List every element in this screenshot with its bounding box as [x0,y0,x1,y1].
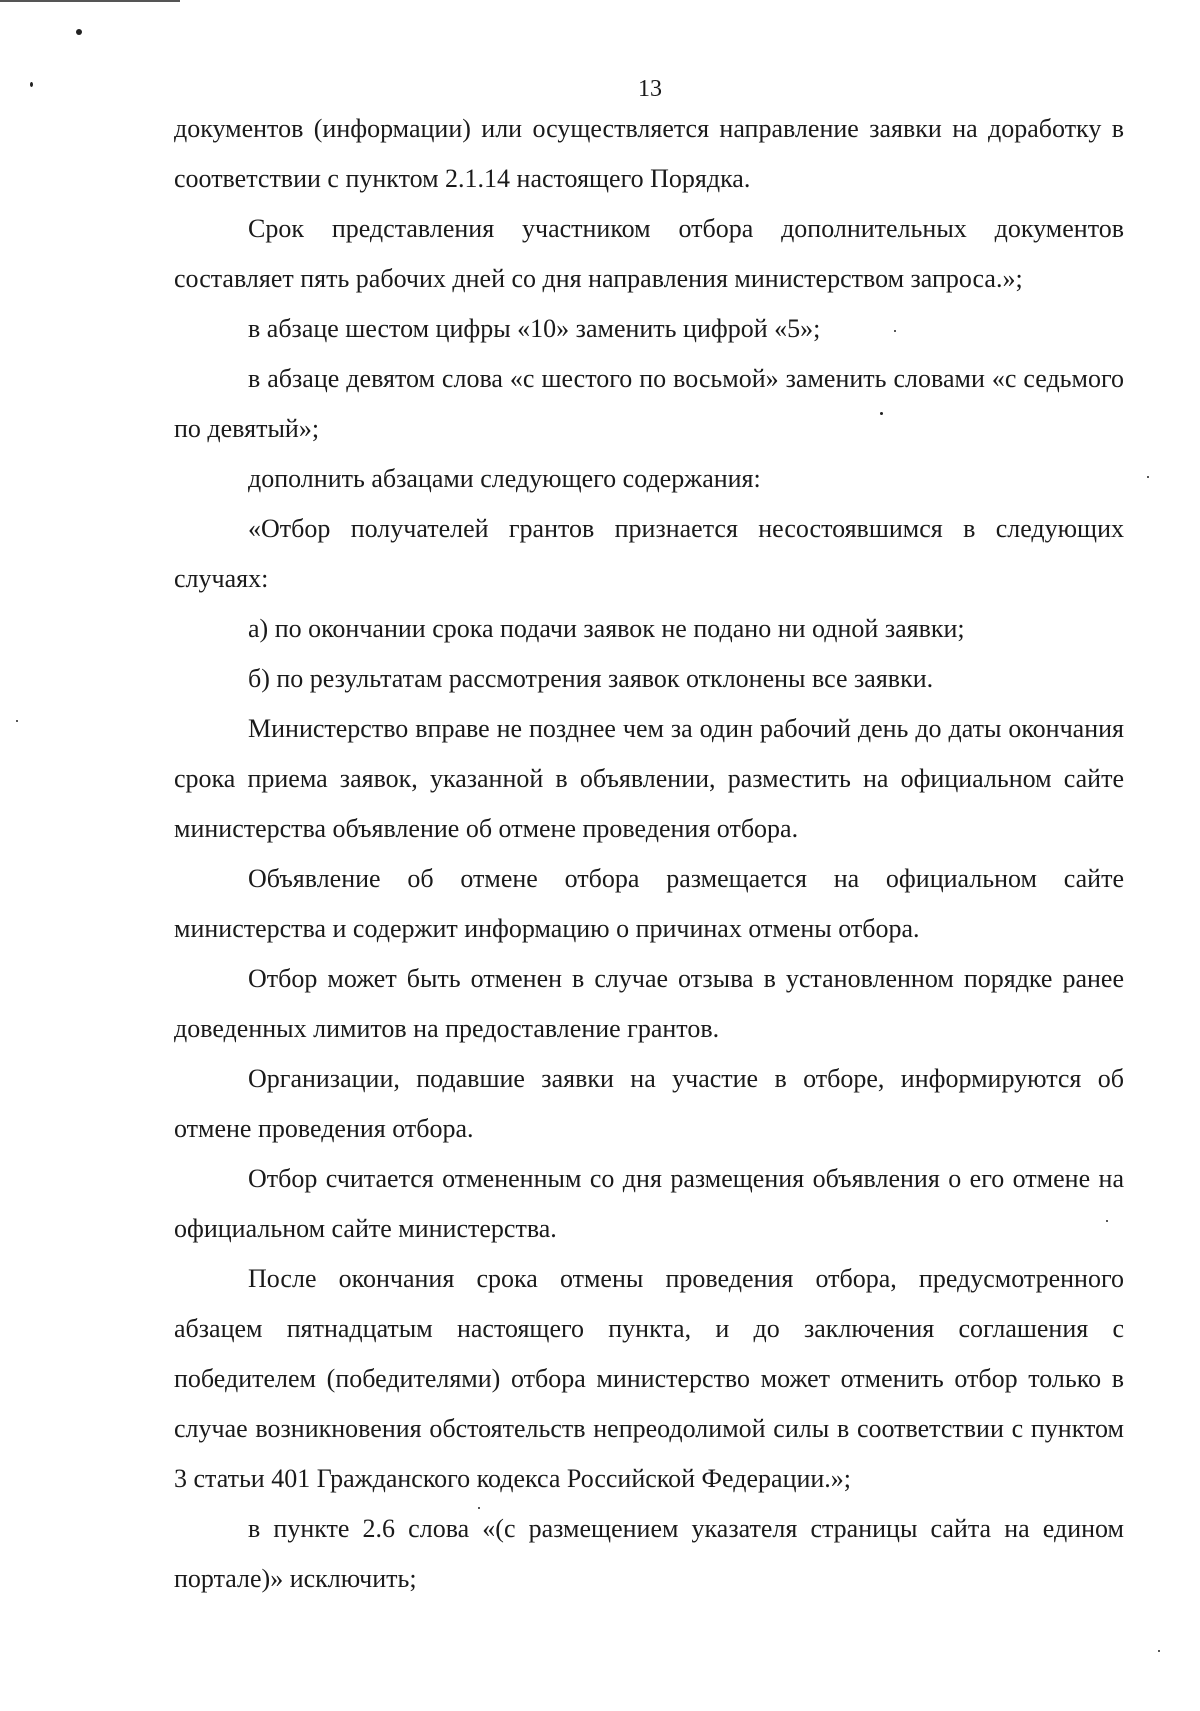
scan-speck [1147,476,1149,478]
paragraph-15: в пункте 2.6 слова «(с размещением указателя страницы сайта на едином портале)» исключить; [174,1514,1124,1593]
scan-edge-line [0,0,180,2]
page-number: 13 [638,76,662,102]
paragraph-5: дополнить абзацами следующего содержания: [248,464,761,493]
paragraph-12: Организации, подавшие заявки на участие в отборе, информируются об отмене проведения отбора. [174,1064,1124,1143]
paragraph-4: в абзаце девятом слова «с шестого по восьмой» заменить словами «с седьмого по девятый»; [174,364,1124,443]
document-body [174,104,1124,1604]
paragraph-3: в абзаце шестом цифры «10» заменить цифрой «5»; [248,314,821,343]
paragraph-2: Срок представления участником отбора дополнительных документов составляет пять рабочих дней со дня направления министерством запроса.»; [174,214,1124,293]
paragraph-1: документов (информации) или осуществляется направление заявки на доработку в соответствии с пунктом 2.1.14 настоящего Порядка. [174,114,1124,193]
paragraph-10: Объявление об отмене отбора размещается на официальном сайте министерства и содержит информацию о причинах отмены отбора. [174,864,1124,943]
scan-speck [16,720,18,722]
paragraph-7: а) по окончании срока подачи заявок не подано ни одной заявки; [248,614,965,643]
paragraph-13: Отбор считается отмененным со дня размещения объявления о его отмене на официальном сайте министерства. [174,1164,1124,1243]
paragraph-6: «Отбор получателей грантов признается несостоявшимся в следующих случаях: [174,514,1124,593]
paragraph-9: Министерство вправе не позднее чем за один рабочий день до даты окончания срока приема заявок, указанной в объявлении, разместить на официальном сайте министерства объявление об отмене проведения отбора. [174,714,1124,843]
scan-speck [76,29,82,35]
scan-speck [1158,1650,1160,1652]
paragraph-11: Отбор может быть отменен в случае отзыва в установленном порядке ранее доведенных лимитов на предоставление грантов. [174,964,1124,1043]
paragraph-8: б) по результатам рассмотрения заявок отклонены все заявки. [248,664,934,693]
paragraph-14: После окончания срока отмены проведения отбора, предусмотренного абзацем пятнадцатым настоящего пункта, и до заключения соглашения с победителем (победителями) отбора министерство может отменить отбор только в случае возникновения обстоятельств непреодолимой силы в соответствии с пунктом 3 статьи 401 Гражданского кодекса Российской Федерации.»; [174,1264,1124,1493]
